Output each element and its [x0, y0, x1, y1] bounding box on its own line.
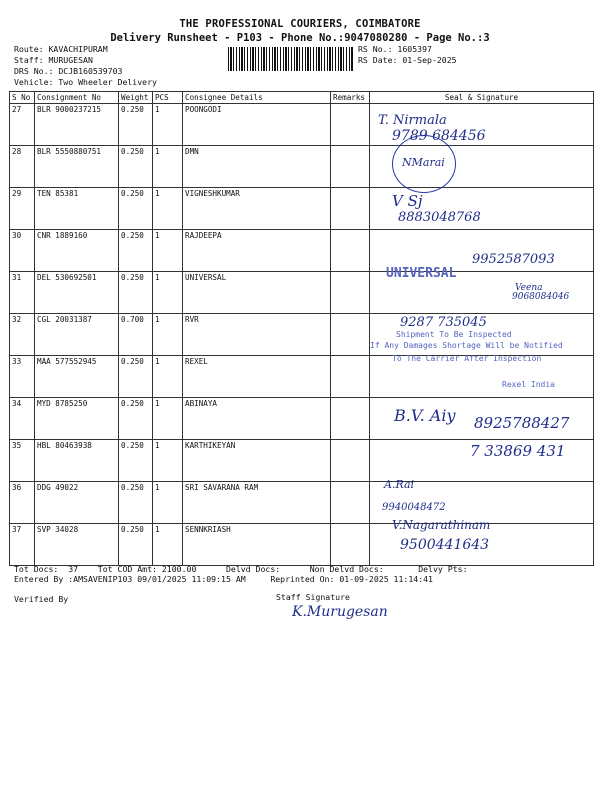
- rs-date-field: RS Date: 01-Sep-2025: [358, 55, 457, 65]
- handwritten-phone: 8925788427: [474, 414, 570, 432]
- col-header-weight: Weight: [119, 92, 153, 104]
- runsheet-title: THE PROFESSIONAL COURIERS, COIMBATORE: [179, 18, 421, 30]
- cell-remarks: [331, 440, 370, 482]
- cell-sno: 33: [10, 356, 35, 398]
- cell-pcs: 1: [153, 230, 183, 272]
- cell-consignment: BLR 9000237215: [35, 104, 119, 146]
- cell-weight: 0.250: [119, 398, 153, 440]
- handwritten-phone: 9500441643: [400, 537, 490, 553]
- totals-line: Tot Docs: 37 Tot COD Amt: 2100.00 Delvd Docs: Non Delvd Docs: Delvy Pts:: [14, 564, 468, 574]
- cell-pcs: 1: [153, 146, 183, 188]
- table-row: [10, 272, 594, 314]
- cell-sno: 31: [10, 272, 35, 314]
- cell-remarks: [331, 524, 370, 566]
- cell-consignment: MYD 8785250: [35, 398, 119, 440]
- cell-consignee: SENNKRIASH: [183, 524, 331, 566]
- handwritten-signature: T. Nirmala: [378, 113, 447, 128]
- cell-weight: 0.700: [119, 314, 153, 356]
- cell-consignee: POONGODI: [183, 104, 331, 146]
- cell-consignment: BLR 5550880751: [35, 146, 119, 188]
- drs-field: DRS No.: DCJB160539703: [14, 66, 123, 76]
- cell-weight: 0.250: [119, 272, 153, 314]
- cell-sno: 32: [10, 314, 35, 356]
- vehicle-field: Vehicle: Two Wheeler Delivery: [14, 77, 157, 87]
- table-row: [10, 524, 594, 566]
- handwritten-phone: 9789 684456: [392, 128, 486, 144]
- cell-consignment: HBL 80463938: [35, 440, 119, 482]
- cell-pcs: 1: [153, 272, 183, 314]
- cell-remarks: [331, 356, 370, 398]
- cell-sno: 36: [10, 482, 35, 524]
- col-header-consignment: Consignment No: [35, 92, 119, 104]
- cell-remarks: [331, 104, 370, 146]
- cell-consignee: UNIVERSAL: [183, 272, 331, 314]
- cell-consignee: SRI SAVARANA RAM: [183, 482, 331, 524]
- runsheet-meta-left: [14, 44, 157, 88]
- cell-remarks: [331, 314, 370, 356]
- cell-weight: 0.250: [119, 230, 153, 272]
- handwritten-phone: 9940048472: [382, 502, 446, 513]
- inspection-notice-line2: If Any Damages Shortage Will be Notified: [370, 341, 563, 350]
- seal-signature: NMarai: [402, 156, 445, 169]
- cell-consignment: CGL 20031387: [35, 314, 119, 356]
- staff-handwritten-signature: K.Murugesan: [292, 604, 388, 620]
- barcode-image: [228, 47, 354, 71]
- runsheet-meta-right: [358, 44, 457, 66]
- cell-consignee: ABINAYA: [183, 398, 331, 440]
- cell-consignee: RAJDEEPA: [183, 230, 331, 272]
- handwritten-phone: 7 33869 431: [470, 442, 566, 460]
- handwritten-signature: V Sj: [392, 192, 423, 210]
- cell-remarks: [331, 272, 370, 314]
- cell-weight: 0.250: [119, 356, 153, 398]
- staff-field: Staff: MURUGESAN: [14, 55, 93, 65]
- verified-by-label: Verified By: [14, 594, 69, 604]
- cell-sno: 35: [10, 440, 35, 482]
- cell-remarks: [331, 398, 370, 440]
- cell-consignment: CNR 1889160: [35, 230, 119, 272]
- handwritten-phone: 8883048768: [398, 210, 481, 225]
- cell-consignee: RVR: [183, 314, 331, 356]
- col-header-remarks: Remarks: [331, 92, 370, 104]
- cell-sno: 29: [10, 188, 35, 230]
- table-row: [10, 482, 594, 524]
- cell-sno: 37: [10, 524, 35, 566]
- handwritten-signature: A.Rai: [384, 478, 415, 491]
- cell-pcs: 1: [153, 356, 183, 398]
- cell-consignee: KARTHIKEYAN: [183, 440, 331, 482]
- runsheet-subtitle: Delivery Runsheet - P103 - Phone No.:9047080280 - Page No.:3: [110, 32, 490, 44]
- handwritten-phone: 9068084046: [512, 292, 570, 302]
- cell-consignee: REXEL: [183, 356, 331, 398]
- cell-remarks: [331, 146, 370, 188]
- staff-signature-label: Staff Signature: [276, 592, 350, 602]
- cell-weight: 0.250: [119, 104, 153, 146]
- cell-sno: 27: [10, 104, 35, 146]
- cell-pcs: 1: [153, 524, 183, 566]
- cell-consignment: MAA 577552945: [35, 356, 119, 398]
- delivery-table: [9, 91, 594, 566]
- cell-weight: 0.250: [119, 146, 153, 188]
- cell-pcs: 1: [153, 314, 183, 356]
- table-header-row: [10, 92, 594, 104]
- cell-pcs: 1: [153, 398, 183, 440]
- cell-pcs: 1: [153, 104, 183, 146]
- cell-consignee: VIGNESHKUMAR: [183, 188, 331, 230]
- cell-remarks: [331, 230, 370, 272]
- inspection-notice-line3: To The Carrier After Inspection: [392, 354, 542, 363]
- cell-consignment: DEL 530692501: [35, 272, 119, 314]
- cell-remarks: [331, 188, 370, 230]
- col-header-sno: S No: [10, 92, 35, 104]
- handwritten-phone: 9287 735045: [400, 315, 487, 330]
- handwritten-phone: 9952587093: [472, 252, 555, 267]
- cell-pcs: 1: [153, 440, 183, 482]
- cell-sno: 34: [10, 398, 35, 440]
- cell-consignment: TEN 85381: [35, 188, 119, 230]
- table-row: [10, 188, 594, 230]
- table-row: [10, 104, 594, 146]
- cell-consignment: SVP 34028: [35, 524, 119, 566]
- handwritten-signature: Veena: [515, 283, 543, 293]
- entered-by-line: Entered By :AMSAVENIP103 09/01/2025 11:09:15 AM Reprinted On: 01-09-2025 11:14:41: [14, 574, 433, 584]
- cell-weight: 0.250: [119, 440, 153, 482]
- cell-consignee: DMN: [183, 146, 331, 188]
- cell-weight: 0.250: [119, 482, 153, 524]
- col-header-consignee: Consignee Details: [183, 92, 331, 104]
- cell-weight: 0.250: [119, 188, 153, 230]
- handwritten-signature: V.Nagarathinam: [392, 518, 491, 532]
- cell-sno: 28: [10, 146, 35, 188]
- cell-weight: 0.250: [119, 524, 153, 566]
- handwritten-signature: B.V. Aiy: [394, 406, 456, 425]
- cell-consignment: DDG 49022: [35, 482, 119, 524]
- route-field: Route: KAVACHIPURAM: [14, 44, 108, 54]
- col-header-signature: Seal & Signature: [370, 92, 594, 104]
- rexel-stamp-text: Rexel India: [502, 380, 555, 389]
- cell-remarks: [331, 482, 370, 524]
- rs-number-field: RS No.: 1605397: [358, 44, 432, 54]
- col-header-pcs: PCS: [153, 92, 183, 104]
- cell-sno: 30: [10, 230, 35, 272]
- inspection-notice-line1: Shipment To Be Inspected: [396, 330, 512, 339]
- cell-pcs: 1: [153, 188, 183, 230]
- cell-pcs: 1: [153, 482, 183, 524]
- table-row: [10, 146, 594, 188]
- universal-stamp-text: UNIVERSAL: [386, 266, 457, 281]
